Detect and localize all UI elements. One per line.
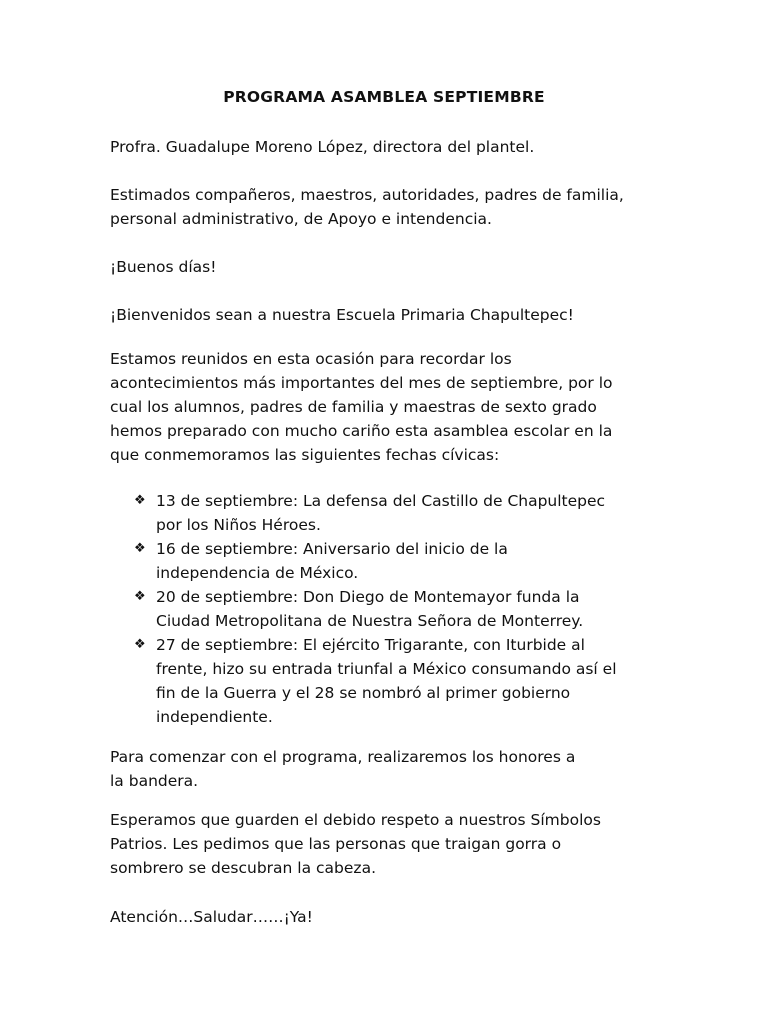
paragraph-line: hemos preparado con mucho cariño esta asamblea escolar en la: [110, 422, 613, 440]
paragraph-line: Estamos reunidos en esta ocasión para recordar los: [110, 350, 512, 368]
list-item-line: frente, hizo su entrada triunfal a México consumando así el: [156, 660, 617, 678]
list-item-line: 27 de septiembre: El ejército Trigarante, con Iturbide al: [156, 636, 585, 654]
paragraph-line: acontecimientos más importantes del mes de septiembre, por lo: [110, 374, 613, 392]
command-text: Atención…Saludar……¡Ya!: [110, 908, 313, 926]
command-line: [110, 905, 680, 929]
diamond-bullet-icon: ❖: [134, 541, 146, 556]
paragraph-line: Patrios. Les pedimos que las personas que traigan gorra o: [110, 835, 562, 853]
intro-paragraph: [110, 347, 680, 467]
paragraph-line: personal administrativo, de Apoyo e intendencia.: [110, 210, 492, 228]
paragraph-line: Estimados compañeros, maestros, autoridades, padres de familia,: [110, 186, 624, 204]
list-item-line: independiente.: [156, 708, 273, 726]
paragraph-line: cual los alumnos, padres de familia y maestras de sexto grado: [110, 398, 597, 416]
diamond-bullet-icon: ❖: [134, 493, 146, 508]
document-title: PROGRAMA ASAMBLEA SEPTIEMBRE: [223, 88, 545, 106]
welcome-line: [110, 303, 680, 327]
welcome-text: ¡Bienvenidos sean a nuestra Escuela Primaria Chapultepec!: [110, 306, 574, 324]
paragraph-line: que conmemoramos las siguientes fechas cívicas:: [110, 446, 500, 464]
list-item-line: 13 de septiembre: La defensa del Castillo de Chapultepec: [156, 492, 606, 510]
honores-paragraph: [110, 745, 680, 793]
list-item-line: por los Niños Héroes.: [156, 516, 321, 534]
audience-paragraph: [110, 183, 680, 231]
respeto-paragraph: [110, 808, 680, 880]
list-item: [134, 585, 694, 633]
list-item: [134, 537, 694, 585]
paragraph-line: la bandera.: [110, 772, 199, 790]
paragraph-line: Esperamos que guarden el debido respeto a nuestros Símbolos: [110, 811, 601, 829]
list-item-line: 20 de septiembre: Don Diego de Montemayor funda la: [156, 588, 580, 606]
diamond-bullet-icon: ❖: [134, 637, 146, 652]
civic-dates-list: [134, 489, 694, 729]
list-item: [134, 489, 694, 537]
buenos-dias-text: ¡Buenos días!: [110, 258, 217, 276]
list-item-line: 16 de septiembre: Aniversario del inicio de la: [156, 540, 508, 558]
diamond-bullet-icon: ❖: [134, 589, 146, 604]
buenos-dias-line: [110, 255, 680, 279]
list-item-line: independencia de México.: [156, 564, 359, 582]
paragraph-line: sombrero se descubran la cabeza.: [110, 859, 376, 877]
paragraph-line: Para comenzar con el programa, realizaremos los honores a: [110, 748, 576, 766]
list-item: [134, 633, 694, 729]
list-item-line: Ciudad Metropolitana de Nuestra Señora de Monterrey.: [156, 612, 584, 630]
speaker-text: Profra. Guadalupe Moreno López, directora del plantel.: [110, 138, 535, 156]
list-item-line: fin de la Guerra y el 28 se nombró al primer gobierno: [156, 684, 571, 702]
speaker-line: [110, 135, 680, 159]
